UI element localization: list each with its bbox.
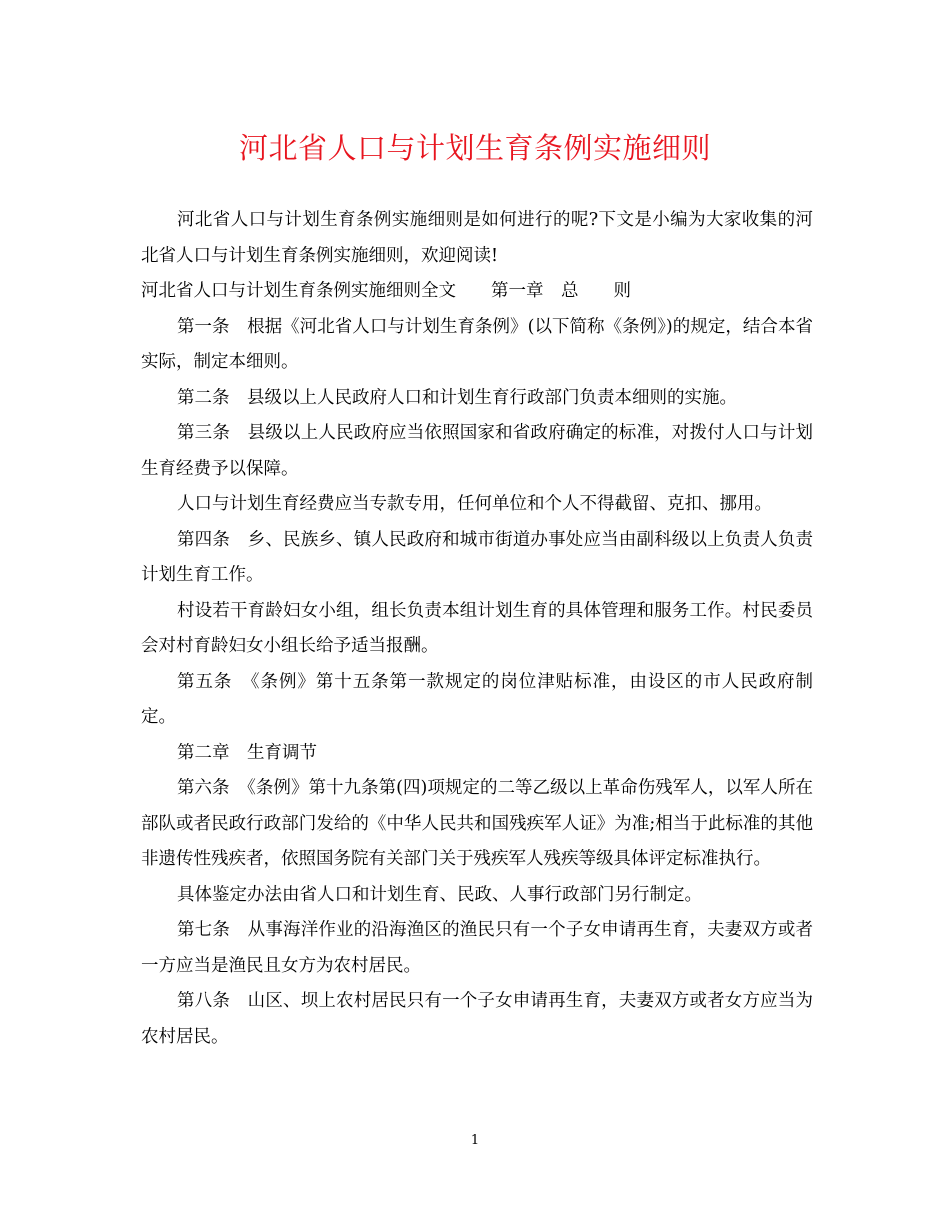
article-3-paragraph: 第三条 县级以上人民政府应当依照国家和省政府确定的标准，对拨付人口与计划生育经费予以保障。: [141, 423, 813, 479]
article-8-paragraph: 第八条 山区、坝上农村居民只有一个子女申请再生育，夫妻双方或者女方应当为农村居民。: [141, 991, 813, 1047]
article-6-paragraph: 第六条 《条例》第十九条第(四)项规定的二等乙级以上革命伤残军人，以军人所在部队或者民政行政部门发给的《中华人民共和国残疾军人证》为准;相当于此标准的其他非遗传性残疾者，依照国务院有关部门关于残疾军人残疾等级具体评定标准执行。: [141, 778, 813, 869]
chapter-2-heading: 第二章 生育调节: [177, 742, 317, 763]
article-7-paragraph: 第七条 从事海洋作业的沿海渔区的渔民只有一个子女申请再生育，夫妻双方或者一方应当是渔民且女方为农村居民。: [141, 920, 813, 976]
article-1-paragraph: 第一条 根据《河北省人口与计划生育条例》(以下简称《条例》)的规定，结合本省实际，制定本细则。: [141, 316, 813, 372]
village-group-paragraph: 村设若干育龄妇女小组，组长负责本组计划生育的具体管理和服务工作。村民委员会对村育龄妇女小组长给予适当报酬。: [141, 600, 813, 656]
article-4-paragraph: 第四条 乡、民族乡、镇人民政府和城市街道办事处应当由副科级以上负责人负责计划生育工作。: [141, 529, 813, 585]
document-body: [141, 203, 813, 1055]
article-2-paragraph: 第二条 县级以上人民政府人口和计划生育行政部门负责本细则的实施。: [177, 387, 737, 408]
page-number: 1: [470, 1133, 480, 1148]
subtitle-line: 河北省人口与计划生育条例实施细则全文 第一章 总 则: [141, 281, 631, 301]
intro-paragraph: 河北省人口与计划生育条例实施细则是如何进行的呢?下文是小编为大家收集的河北省人口与计划生育条例实施细则，欢迎阅读!: [141, 210, 813, 266]
funding-paragraph: 人口与计划生育经费应当专款专用，任何单位和个人不得截留、克扣、挪用。: [177, 494, 772, 514]
document-title: 河北省人口与计划生育条例实施细则: [238, 131, 711, 165]
appraisal-paragraph: 具体鉴定办法由省人口和计划生育、民政、人事行政部门另行制定。: [177, 884, 702, 905]
article-5-paragraph: 第五条 《条例》第十五条第一款规定的岗位津贴标准，由设区的市人民政府制定。: [141, 671, 813, 727]
